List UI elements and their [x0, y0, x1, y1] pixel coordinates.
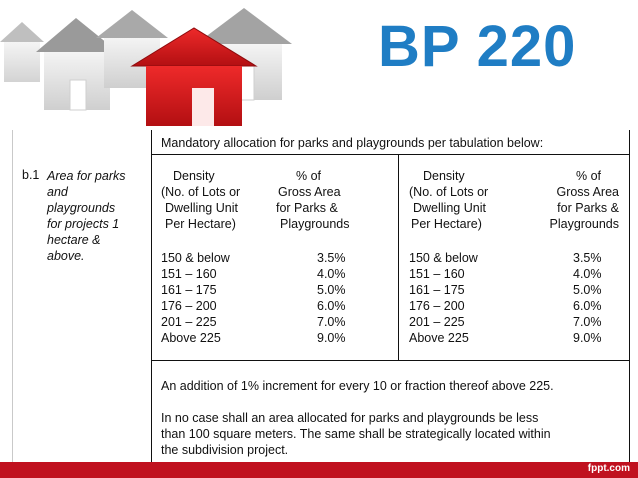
- divider: [151, 130, 152, 462]
- header-line: Playgrounds: [280, 217, 350, 231]
- divider: [629, 130, 630, 462]
- density-cell: 176 – 200: [409, 299, 465, 313]
- density-header: [161, 168, 240, 232]
- percent-cell: 4.0%: [317, 267, 346, 281]
- item-label-line: Area for parks: [47, 169, 126, 183]
- item-label-line: above.: [47, 249, 85, 263]
- header-line: for Parks &: [557, 201, 619, 215]
- header-line: (No. of Lots or: [161, 185, 241, 199]
- minimum-area-note: [161, 410, 551, 458]
- note-line: than 100 square meters. The same shall be strategically located within: [161, 427, 551, 441]
- header-line: % of: [575, 169, 601, 183]
- density-cell: Above 225: [409, 331, 469, 345]
- header-line: for Parks &: [276, 201, 338, 215]
- item-label-line: hectare &: [47, 233, 101, 247]
- header-line: Per Hectare): [165, 217, 236, 231]
- percent-cell: 5.0%: [573, 283, 602, 297]
- density-cell: 150 & below: [161, 251, 230, 265]
- divider: [398, 154, 399, 360]
- header-line: (No. of Lots or: [409, 185, 489, 199]
- density-cell: 151 – 160: [161, 267, 217, 281]
- bp220-document: [12, 130, 637, 462]
- item-label-line: playgrounds: [47, 201, 116, 215]
- item-label-line: for projects 1: [47, 217, 120, 231]
- density-cell: 161 – 175: [409, 283, 465, 297]
- density-cell: 150 & below: [409, 251, 478, 265]
- percent-cell: 6.0%: [573, 299, 602, 313]
- header-line: Density: [423, 169, 465, 183]
- density-cell: Above 225: [161, 331, 221, 345]
- item-label: [47, 168, 151, 264]
- percent-cell: 9.0%: [573, 331, 602, 345]
- percent-header: [531, 168, 619, 232]
- item-column: [13, 130, 151, 462]
- footer-bar: [0, 462, 638, 478]
- slide-title: BP 220: [378, 14, 577, 79]
- header-line: Playgrounds: [549, 217, 619, 231]
- item-number: b.1: [22, 168, 40, 182]
- divider: [151, 154, 629, 155]
- density-cell: 201 – 225: [409, 315, 465, 329]
- houses-illustration: [0, 0, 330, 130]
- percent-cell: 7.0%: [573, 315, 602, 329]
- density-header: [409, 168, 488, 232]
- note-line: In no case shall an area allocated for parks and playgrounds be less: [161, 411, 539, 425]
- note-line: the subdivision project.: [161, 443, 289, 457]
- density-cell: 151 – 160: [409, 267, 465, 281]
- density-cell: 201 – 225: [161, 315, 217, 329]
- header-line: Density: [173, 169, 215, 183]
- percent-cell: 3.5%: [573, 251, 602, 265]
- percent-cell: 3.5%: [317, 251, 346, 265]
- brand-label: fppt.com: [587, 463, 630, 474]
- density-cell: 176 – 200: [161, 299, 217, 313]
- percent-cell: 4.0%: [573, 267, 602, 281]
- increment-note: An addition of 1% increment for every 10 or fraction thereof above 225.: [161, 379, 554, 393]
- percent-header: [276, 168, 350, 232]
- percent-cell: 9.0%: [317, 331, 346, 345]
- header-line: Per Hectare): [411, 217, 482, 231]
- header-line: % of: [296, 169, 322, 183]
- header-line: Dwelling Unit: [165, 201, 238, 215]
- density-cell: 161 – 175: [161, 283, 217, 297]
- divider: [151, 360, 629, 361]
- header-line: Gross Area: [556, 185, 619, 199]
- percent-cell: 5.0%: [317, 283, 346, 297]
- item-label-line: and: [47, 185, 68, 199]
- header-line: Gross Area: [278, 185, 341, 199]
- mandatory-heading: Mandatory allocation for parks and playgrounds per tabulation below:: [161, 136, 544, 150]
- percent-cell: 7.0%: [317, 315, 346, 329]
- percent-cell: 6.0%: [317, 299, 346, 313]
- header-line: Dwelling Unit: [413, 201, 486, 215]
